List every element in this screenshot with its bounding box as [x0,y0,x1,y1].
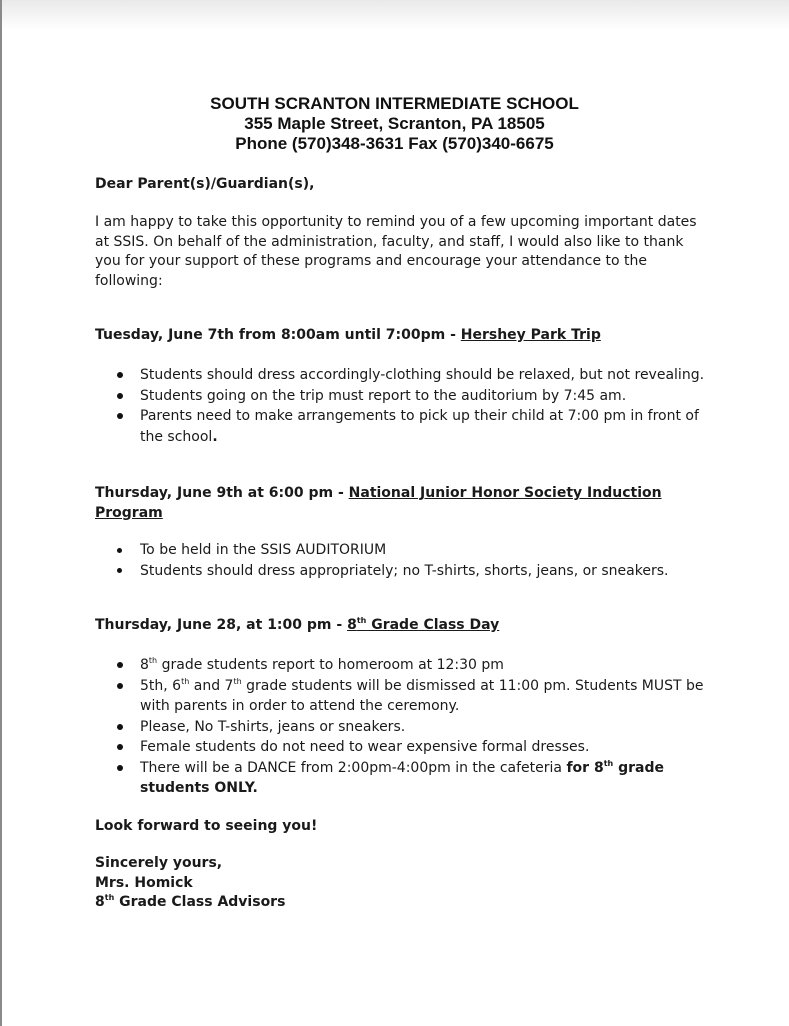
signature-text: Grade Class Advisors [114,894,286,910]
event-heading [95,616,499,636]
event-title: National Junior Honor Society Induction [348,485,662,501]
intro-line: I am happy to take this opportunity to remind you of a few upcoming important dates [95,214,697,230]
school-name: SOUTH SCRANTON INTERMEDIATE SCHOOL [210,94,579,113]
event-when: Thursday, June 9th at 6:00 pm - [95,485,349,501]
superscript: th [104,893,115,902]
bullet-item: Please, No T-shirts, jeans or sneakers. [140,717,704,738]
event-bullets [140,655,704,799]
bullet-text: Parents need to make arrangements to pick up their child at 7:00 pm in front of [140,408,699,424]
bullet-item: Female students do not need to wear expensive formal dresses. [140,737,704,758]
intro-line: following: [95,272,163,289]
superscript: th [181,676,190,686]
signature-block [95,854,285,913]
event-heading [95,484,662,523]
superscript: th [233,676,242,686]
event-title [347,617,499,633]
bullet-text: grade [613,759,664,776]
bullet-item: Students should dress appropriately; no T-shirts, shorts, jeans, or sneakers. [140,561,668,582]
event-bullets [140,365,704,447]
salutation: Dear Parent(s)/Guardian(s), [95,176,315,192]
bullet-text: for 8 [566,759,604,776]
bullet-text: There will be a DANCE from 2:00pm-4:00pm in the cafeteria [140,759,567,776]
superscript: th [603,758,614,768]
bullet-item [140,655,704,676]
closing-line: Look forward to seeing you! [95,818,318,834]
intro-line: you for your support of these programs and encourage your attendance to the [95,253,648,269]
bullet-item: To be held in the SSIS AUDITORIUM [140,540,668,561]
title-text: 8 [347,617,357,633]
event-when: Tuesday, June 7th from 8:00am until 7:00pm - [95,327,461,343]
signature-line: Sincerely yours, [95,855,223,871]
signature-line [95,893,285,913]
title-superscript: th [356,616,367,625]
signature-line: Mrs. Homick [95,874,193,891]
bullet-item: Students going on the trip must report to the auditorium by 7:45 am. [140,386,704,407]
intro-line: at SSIS. On behalf of the administration, faculty, and staff, I would also like to thank [95,233,684,250]
bullet-text: grade students report to homeroom at 12:30 pm [157,657,504,673]
bullet-item [140,406,704,447]
school-phone-fax: Phone (570)348-3631 Fax (570)340-6675 [235,134,554,153]
bullet-text: with parents in order to attend the ceremony. [140,698,460,714]
superscript: th [148,656,158,665]
event-title: Hershey Park Trip [460,327,601,343]
letterhead [0,94,789,154]
bullet-text: 5th, 6 [140,677,182,694]
event-title: Program [95,504,163,521]
bullet-item [140,676,704,717]
event-when: Thursday, June 28, at 1:00 pm - [95,617,348,633]
bullet-item [140,758,704,799]
bullet-text: grade students will be dismissed at 11:00 pm. Students MUST be [241,677,704,694]
bullet-text: 8 [140,657,149,673]
school-address: 355 Maple Street, Scranton, PA 18505 [244,114,545,133]
title-text: Grade Class Day [366,617,500,633]
bullet-text: students ONLY. [140,780,258,796]
bullet-text: and 7 [189,677,234,694]
bullet-text: . [212,428,218,445]
event-bullets [140,540,668,581]
bullet-item: Students should dress accordingly-clothing should be relaxed, but not revealing. [140,365,704,386]
intro-paragraph [95,213,697,291]
event-heading [95,326,601,346]
bullet-text: the school [140,428,213,445]
signature-text: 8 [95,894,105,910]
